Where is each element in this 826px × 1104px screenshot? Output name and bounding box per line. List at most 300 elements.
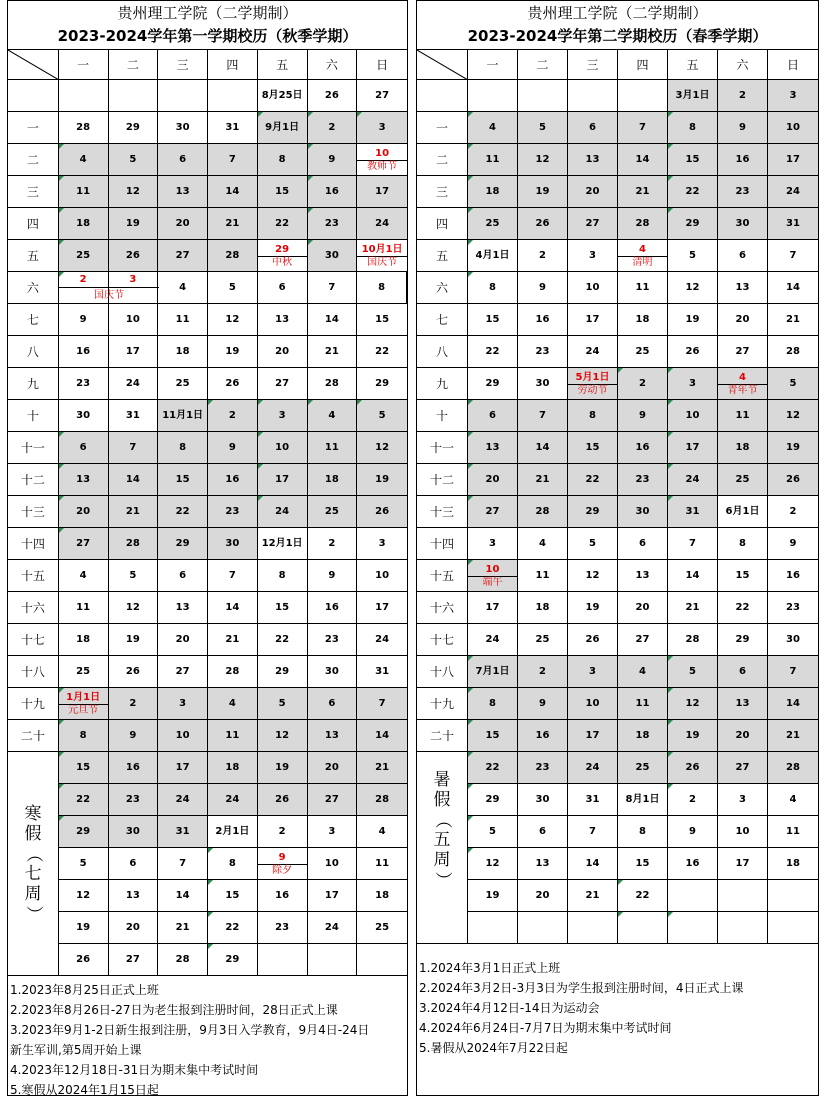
day-number: 12 <box>685 697 700 709</box>
day-cell <box>357 368 407 399</box>
day-number: 26 <box>585 633 600 645</box>
day-number: 10月1日 <box>361 243 403 255</box>
day-cell <box>258 176 308 207</box>
day-cell <box>158 880 208 911</box>
day-cell <box>258 240 308 271</box>
day-cell <box>357 176 407 207</box>
day-cell <box>568 368 618 399</box>
week-row <box>8 752 407 784</box>
day-cell <box>59 304 109 335</box>
day-cell <box>59 784 109 815</box>
day-cell <box>468 912 518 943</box>
day-number: 3 <box>789 89 797 101</box>
day-cell <box>258 784 308 815</box>
semester-title: 2023-2024学年第二学期校历（春季学期） <box>467 27 768 45</box>
day-number: 12 <box>585 569 600 581</box>
day-number: 26 <box>125 665 140 677</box>
day-cell <box>518 144 568 175</box>
week-row <box>8 304 407 336</box>
day-number: 9月1日 <box>265 121 300 133</box>
day-cell <box>568 432 618 463</box>
vacation-label-char: （ <box>23 845 43 862</box>
day-number: 15 <box>735 569 750 581</box>
day-number: 21 <box>324 345 339 357</box>
day-number: 8 <box>228 857 236 869</box>
day-number: 5 <box>589 537 596 549</box>
week-number: 十一 <box>8 432 59 463</box>
day-cell <box>518 304 568 335</box>
day-cell <box>357 720 407 751</box>
day-cell <box>718 144 768 175</box>
week-number <box>417 80 468 111</box>
day-cell <box>59 720 109 751</box>
day-cell <box>59 912 109 943</box>
day-number: 27 <box>735 345 750 357</box>
day-number: 2 <box>328 537 336 549</box>
weekday-header: 日 <box>786 58 799 72</box>
day-number: 17 <box>585 313 600 325</box>
day-number: 6 <box>589 121 596 133</box>
day-number: 3 <box>179 697 187 709</box>
day-number: 13 <box>275 313 290 325</box>
day-number: 17 <box>685 441 700 453</box>
note-line: 新生军训,第5周开始上课 <box>10 1043 142 1057</box>
spring-semester-calendar <box>416 0 819 1096</box>
day-number: 10 <box>485 563 500 575</box>
day-cell <box>258 656 308 687</box>
day-number: 11 <box>635 281 650 293</box>
day-number: 20 <box>485 473 500 485</box>
day-cell <box>59 816 109 847</box>
day-cell <box>768 592 818 623</box>
day-cell <box>258 752 308 783</box>
day-number: 17 <box>275 473 290 485</box>
day-cell <box>109 80 159 111</box>
day-cell <box>718 464 768 495</box>
corner-cell <box>417 50 468 79</box>
day-cell <box>357 400 407 431</box>
week-row <box>8 240 407 272</box>
day-cell <box>357 688 407 719</box>
day-number: 5月1日 <box>575 371 610 383</box>
day-number: 4 <box>328 409 336 421</box>
day-cell <box>568 304 618 335</box>
day-number: 29 <box>275 665 290 677</box>
day-number: 16 <box>535 313 550 325</box>
day-cell <box>357 112 407 143</box>
week-row <box>417 784 818 816</box>
day-number: 8 <box>79 729 87 741</box>
day-number: 5 <box>539 121 546 133</box>
week-row <box>417 592 818 624</box>
day-number: 29 <box>735 633 750 645</box>
day-number: 11 <box>175 313 190 325</box>
day-number: 7 <box>228 153 236 165</box>
day-cell <box>668 304 718 335</box>
day-number: 14 <box>375 729 390 741</box>
day-number: 10 <box>275 441 290 453</box>
day-number: 16 <box>635 441 650 453</box>
week-row <box>417 688 818 720</box>
day-number: 18 <box>485 185 500 197</box>
day-cell <box>618 816 668 847</box>
vacation-label-char: 暑 <box>433 770 451 790</box>
day-cell <box>357 464 407 495</box>
week-number: 七 <box>8 304 59 335</box>
day-cell <box>258 528 308 559</box>
day-cell <box>518 496 568 527</box>
day-number: 6月1日 <box>725 505 760 517</box>
day-number: 24 <box>125 377 140 389</box>
day-cell <box>109 336 159 367</box>
title-block <box>417 1 818 50</box>
day-cell <box>468 752 518 783</box>
day-cell <box>468 432 518 463</box>
day-number: 25 <box>76 665 91 677</box>
day-number: 11 <box>375 857 390 869</box>
week-row <box>8 208 407 240</box>
day-number: 4 <box>739 371 746 383</box>
day-cell <box>208 496 258 527</box>
day-cell <box>158 784 208 815</box>
week-row <box>417 208 818 240</box>
weekday-header: 五 <box>258 50 308 79</box>
day-cell <box>518 912 568 943</box>
day-cell <box>668 656 718 687</box>
day-cell <box>357 656 407 687</box>
note-line: 3.2023年9月1-2日新生报到注册，9月3日入学教育，9月4日-24日 <box>10 1023 370 1037</box>
day-number: 22 <box>485 345 500 357</box>
day-cell <box>59 176 109 207</box>
day-number: 12月1日 <box>261 537 303 549</box>
day-cell <box>618 208 668 239</box>
weekday-header: 日 <box>376 58 389 72</box>
day-cell <box>568 624 618 655</box>
holiday-label: 中秋 <box>258 256 307 268</box>
day-cell <box>668 688 718 719</box>
day-cell <box>718 400 768 431</box>
day-number: 25 <box>485 217 500 229</box>
day-number: 2 <box>789 505 797 517</box>
day-cell <box>618 432 668 463</box>
day-cell <box>768 912 818 943</box>
day-cell <box>768 816 818 847</box>
day-cell <box>618 528 668 559</box>
week-number: 十五 <box>8 560 59 591</box>
week-row <box>8 496 407 528</box>
day-number: 28 <box>786 345 800 357</box>
day-cell <box>568 464 618 495</box>
week-number: 十 <box>417 400 468 431</box>
week-row <box>417 240 818 272</box>
day-cell <box>618 240 668 271</box>
day-cell <box>208 752 258 783</box>
day-cell <box>718 624 768 655</box>
day-number: 14 <box>535 441 550 453</box>
day-cell <box>768 784 818 815</box>
day-cell <box>308 112 358 143</box>
day-cell <box>308 848 358 879</box>
day-number: 24 <box>585 761 600 773</box>
day-cell <box>718 272 768 303</box>
day-cell <box>308 912 358 943</box>
day-number: 30 <box>786 633 800 645</box>
day-number: 2 <box>129 697 137 709</box>
week-row <box>417 752 818 784</box>
day-number: 6 <box>179 569 187 581</box>
day-cell <box>718 816 768 847</box>
day-number: 8月1日 <box>625 793 660 805</box>
day-number: 24 <box>324 921 339 933</box>
day-number: 8 <box>278 153 286 165</box>
day-number: 3 <box>378 537 386 549</box>
day-number: 3 <box>589 249 596 261</box>
day-cell <box>718 848 768 879</box>
day-cell <box>308 240 358 271</box>
week-number: 八 <box>417 336 468 367</box>
day-cell <box>158 720 208 751</box>
day-cell <box>208 880 258 911</box>
day-number: 9 <box>689 825 696 837</box>
day-number: 6 <box>739 249 746 261</box>
day-cell <box>568 80 618 111</box>
day-cell <box>668 496 718 527</box>
day-cell <box>158 368 208 399</box>
day-number: 18 <box>324 473 339 485</box>
week-number: 十六 <box>417 592 468 623</box>
day-number: 6 <box>278 281 286 293</box>
day-number: 28 <box>786 761 800 773</box>
day-cell <box>258 208 308 239</box>
day-number: 2 <box>328 121 336 133</box>
day-cell <box>158 560 208 591</box>
day-cell <box>109 464 159 495</box>
week-row <box>8 464 407 496</box>
day-cell <box>468 560 518 591</box>
day-number: 24 <box>685 473 700 485</box>
day-cell <box>109 656 159 687</box>
week-row <box>8 688 407 720</box>
day-cell <box>59 688 109 719</box>
day-number: 28 <box>635 217 650 229</box>
holiday-label: 教师节 <box>357 160 407 172</box>
day-number: 2 <box>739 89 746 101</box>
day-cell <box>59 944 109 975</box>
holiday-label: 元旦节 <box>59 704 108 716</box>
vacation-label <box>417 752 468 943</box>
day-cell <box>158 656 208 687</box>
day-number: 26 <box>76 953 91 965</box>
day-number: 21 <box>786 313 800 325</box>
week-number: 十九 <box>417 688 468 719</box>
day-number: 21 <box>375 761 390 773</box>
day-number: 4 <box>639 665 646 677</box>
day-cell <box>308 336 358 367</box>
day-cell <box>158 496 208 527</box>
day-number: 25 <box>324 505 339 517</box>
day-cell <box>59 80 109 111</box>
day-cell <box>568 240 618 271</box>
day-cell <box>59 592 109 623</box>
day-number: 24 <box>786 185 800 197</box>
day-cell <box>308 720 358 751</box>
day-number: 23 <box>535 761 550 773</box>
day-number: 18 <box>786 857 800 869</box>
day-cell <box>208 176 258 207</box>
day-cell <box>518 720 568 751</box>
day-cell <box>768 400 818 431</box>
week-row <box>417 336 818 368</box>
day-cell <box>518 688 568 719</box>
day-cell <box>568 400 618 431</box>
day-number: 29 <box>585 505 600 517</box>
holiday-label: 端午 <box>468 576 517 588</box>
day-cell <box>668 368 718 399</box>
day-number: 27 <box>485 505 500 517</box>
day-number: 7 <box>689 537 696 549</box>
day-cell <box>59 496 109 527</box>
day-cell <box>768 624 818 655</box>
vacation-label-char: 假 <box>24 823 42 844</box>
day-cell <box>308 144 358 175</box>
holiday-label: 青年节 <box>718 384 767 396</box>
day-number: 9 <box>278 851 286 863</box>
day-cell <box>768 272 818 303</box>
week-row <box>8 880 407 912</box>
day-number: 22 <box>585 473 600 485</box>
day-cell <box>518 112 568 143</box>
day-number: 23 <box>225 505 240 517</box>
day-cell <box>618 112 668 143</box>
day-cell <box>718 112 768 143</box>
week-row <box>417 112 818 144</box>
day-cell <box>768 304 818 335</box>
day-number: 11 <box>76 601 91 613</box>
day-cell <box>768 496 818 527</box>
holiday-label: 除夕 <box>258 864 307 876</box>
day-number: 29 <box>225 953 240 965</box>
day-number: 17 <box>485 601 500 613</box>
day-cell <box>109 368 159 399</box>
day-cell <box>109 176 159 207</box>
day-number: 13 <box>485 441 500 453</box>
day-number: 29 <box>485 377 500 389</box>
day-number: 14 <box>175 889 190 901</box>
day-cell <box>518 80 568 111</box>
day-cell <box>668 208 718 239</box>
day-number: 17 <box>786 153 800 165</box>
day-number: 26 <box>685 761 700 773</box>
day-cell <box>718 592 768 623</box>
week-row <box>8 816 407 848</box>
day-cell <box>158 432 208 463</box>
day-number: 14 <box>225 601 240 613</box>
day-cell <box>308 784 358 815</box>
day-cell <box>158 624 208 655</box>
day-cell <box>468 400 518 431</box>
day-number: 22 <box>735 601 750 613</box>
day-cell <box>308 464 358 495</box>
day-cell <box>668 848 718 879</box>
day-number: 6 <box>129 857 137 869</box>
day-number: 19 <box>535 185 550 197</box>
day-cell <box>308 592 358 623</box>
day-number: 22 <box>485 761 500 773</box>
week-number: 六 <box>417 272 468 303</box>
week-number: 一 <box>8 112 59 143</box>
day-cell <box>208 432 258 463</box>
day-cell <box>568 208 618 239</box>
day-cell <box>618 592 668 623</box>
day-number: 5 <box>129 569 137 581</box>
day-cell <box>768 720 818 751</box>
day-cell <box>258 304 308 335</box>
day-cell <box>357 336 407 367</box>
day-cell <box>208 272 258 303</box>
day-number: 4 <box>79 569 87 581</box>
day-cell <box>158 688 208 719</box>
day-cell <box>258 560 308 591</box>
day-cell <box>308 944 358 975</box>
day-cell <box>258 368 308 399</box>
day-cell <box>668 592 718 623</box>
corner-cell <box>8 50 59 79</box>
day-number: 9 <box>129 729 137 741</box>
day-number: 22 <box>635 889 650 901</box>
day-cell <box>208 240 258 271</box>
week-row <box>8 368 407 400</box>
day-cell <box>668 400 718 431</box>
day-number: 5 <box>689 665 696 677</box>
day-number: 4 <box>179 281 187 293</box>
day-number: 31 <box>786 217 800 229</box>
week-row <box>8 944 407 976</box>
day-number: 18 <box>535 601 550 613</box>
day-cell <box>718 880 768 911</box>
day-number: 8 <box>179 441 187 453</box>
day-cell <box>518 400 568 431</box>
vacation-label-char: 周 <box>24 883 42 904</box>
day-number: 10 <box>125 313 140 325</box>
day-cell <box>668 912 718 943</box>
day-cell <box>468 208 518 239</box>
day-number: 13 <box>585 153 600 165</box>
week-row <box>417 720 818 752</box>
day-number: 12 <box>535 153 550 165</box>
day-number: 26 <box>275 793 290 805</box>
day-number: 20 <box>275 345 290 357</box>
week-row <box>8 592 407 624</box>
day-cell <box>618 368 668 399</box>
day-number: 9 <box>739 121 746 133</box>
day-number: 21 <box>225 217 240 229</box>
day-cell <box>768 144 818 175</box>
day-number: 15 <box>76 761 91 773</box>
day-number: 12 <box>125 601 140 613</box>
day-number: 18 <box>76 633 91 645</box>
day-number: 3 <box>129 274 137 285</box>
day-number: 19 <box>375 473 390 485</box>
day-cell <box>518 848 568 879</box>
week-number: 十二 <box>8 464 59 495</box>
day-cell <box>357 304 407 335</box>
vacation-label-char: 寒 <box>24 803 42 824</box>
day-cell <box>768 336 818 367</box>
day-cell <box>718 752 768 783</box>
day-number: 4 <box>539 537 546 549</box>
day-number: 29 <box>125 121 140 133</box>
day-number: 23 <box>324 217 339 229</box>
